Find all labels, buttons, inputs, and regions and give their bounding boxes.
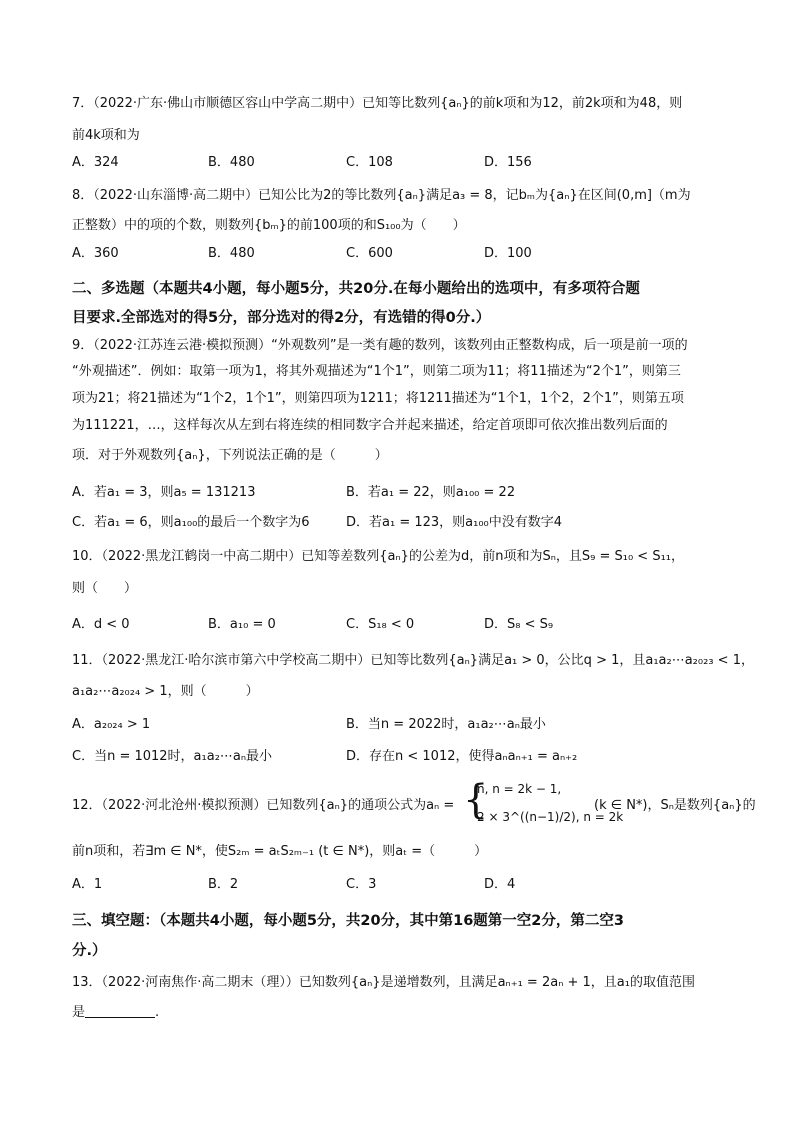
q9-stem-line1: 9．（2022·江苏连云港·模拟预测）“外观数列”是一类有趣的数列，该数列由正整数构成，后一项是前一项的 [72, 338, 688, 353]
q12-option-c: C．3 [346, 877, 377, 892]
q9-stem-line2: “外观描述”．例如：取第一项为1，将其外观描述为“1个1”，则第二项为11；将11描述为“2个1”，则第三 [72, 364, 681, 379]
q11-option-c: C．当n = 1012时，a₁a₂⋯aₙ最小 [72, 749, 273, 764]
q9-option-c: C．若a₁ = 6，则a₁₀₀的最后一个数字为6 [72, 515, 310, 530]
q11-option-b: B．当n = 2022时，a₁a₂⋯aₙ最小 [346, 717, 546, 732]
q12-stem-line2: 前n项和，若∃m ∈ N*，使S₂ₘ = aₜS₂ₘ₋₁ (t ∈ N*)，则aₜ =（ ） [72, 844, 488, 859]
q10-stem-line1: 10．（2022·黑龙江鹤岗一中高二期中）已知等差数列{aₙ}的公差为d，前n项和为Sₙ，且S₉ = S₁₀ < S₁₁， [72, 549, 684, 564]
q7-option-a: A．324 [72, 155, 119, 170]
q9-stem-line3: 项为21；将21描述为“1个2，1个1”，则第四项为1211；将1211描述为“1个1，1个2，2个1”，则第五项 [72, 391, 684, 406]
q8-stem-line1: 8．（2022·山东淄博·高二期中）已知公比为2的等比数列{aₙ}满足a₃ = 8，记bₘ为{aₙ}在区间(0,m]（m为 [72, 188, 691, 203]
q12-option-d: D．4 [484, 877, 516, 892]
q13-stem-line2 [72, 1003, 159, 1022]
q7-option-d: D．156 [484, 155, 532, 170]
q13-answer-blank[interactable] [85, 1003, 155, 1018]
q12-option-a: A．1 [72, 877, 103, 892]
q12-case-2: 2 × 3^((n−1)/2), n = 2k [477, 810, 624, 824]
q10-option-b: B．a₁₀ = 0 [208, 617, 276, 632]
q13-stem-line1: 13．（2022·河南焦作·高二期末（理））已知数列{aₙ}是递增数列，且满足aₙ₊₁ = 2aₙ + 1，且a₁的取值范围 [72, 975, 695, 990]
q9-stem-line4: 为111221，…，这样每次从左到右将连续的相同数字合并起来描述，给定首项即可依次推出数列后面的 [72, 418, 668, 433]
q9-option-a: A．若a₁ = 3，则a₅ = 131213 [72, 485, 256, 500]
q7-stem-line1: 7．（2022·广东·佛山市顺德区容山中学高二期中）已知等比数列{aₙ}的前k项和为12，前2k项和为48，则 [72, 96, 683, 111]
q11-option-a: A．a₂₀₂₄ > 1 [72, 717, 151, 732]
q13-prefix: 是 [72, 1005, 86, 1020]
q8-option-c: C．600 [346, 246, 393, 261]
section3-header-line2: 分.） [72, 943, 107, 959]
q11-stem-line1: 11．（2022·黑龙江·哈尔滨市第六中学校高二期中）已知等比数列{aₙ}满足a₁ > 0，公比q > 1，且a₁a₂⋯a₂₀₂₃ < 1， [72, 653, 754, 668]
q13-suffix: . [155, 1005, 160, 1020]
q12-stem-lead: 12．（2022·河北沧州·模拟预测）已知数列{aₙ}的通项公式为aₙ = [72, 798, 455, 813]
q12-option-b: B．2 [208, 877, 239, 892]
section3-header-line1: 三、填空题：（本题共4小题，每小题5分，共20分，其中第16题第一空2分，第二空3 [72, 913, 624, 929]
q10-option-c: C．S₁₈ < 0 [346, 617, 415, 632]
q7-option-c: C．108 [346, 155, 393, 170]
q12-case-1: n, n = 2k − 1, [477, 782, 562, 796]
section2-header-line2: 目要求.全部选对的得5分，部分选对的得2分，有选错的得0分.） [72, 310, 491, 326]
q8-stem-line2: 正整数）中的项的个数，则数列{bₘ}的前100项的和S₁₀₀为（ ） [72, 218, 466, 233]
q12-case-brace: { [463, 777, 489, 823]
q9-option-b: B．若a₁ = 22，则a₁₀₀ = 22 [346, 485, 516, 500]
q12-stem-condition: (k ∈ N*)，Sₙ是数列{aₙ}的 [594, 798, 756, 813]
q9-stem-line5: 项．对于外观数列{aₙ}，下列说法正确的是（ ） [72, 448, 388, 463]
q10-option-a: A．d < 0 [72, 617, 130, 632]
q11-option-d: D．存在n < 1012，使得aₙaₙ₊₁ = aₙ₊₂ [346, 749, 578, 764]
q7-option-b: B．480 [208, 155, 255, 170]
q10-option-d: D．S₈ < S₉ [484, 617, 554, 632]
q9-option-d: D．若a₁ = 123，则a₁₀₀中没有数字4 [346, 515, 563, 530]
q7-stem-line2: 前4k项和为 [72, 128, 140, 143]
section2-header-line1: 二、多选题（本题共4小题，每小题5分，共20分.在每小题给出的选项中，有多项符合题 [72, 281, 640, 297]
q8-option-a: A．360 [72, 246, 119, 261]
q8-option-d: D．100 [484, 246, 532, 261]
q11-stem-line2: a₁a₂⋯a₂₀₂₄ > 1，则（ ） [72, 684, 259, 699]
q8-option-b: B．480 [208, 246, 255, 261]
q10-stem-line2: 则（ ） [72, 581, 138, 596]
